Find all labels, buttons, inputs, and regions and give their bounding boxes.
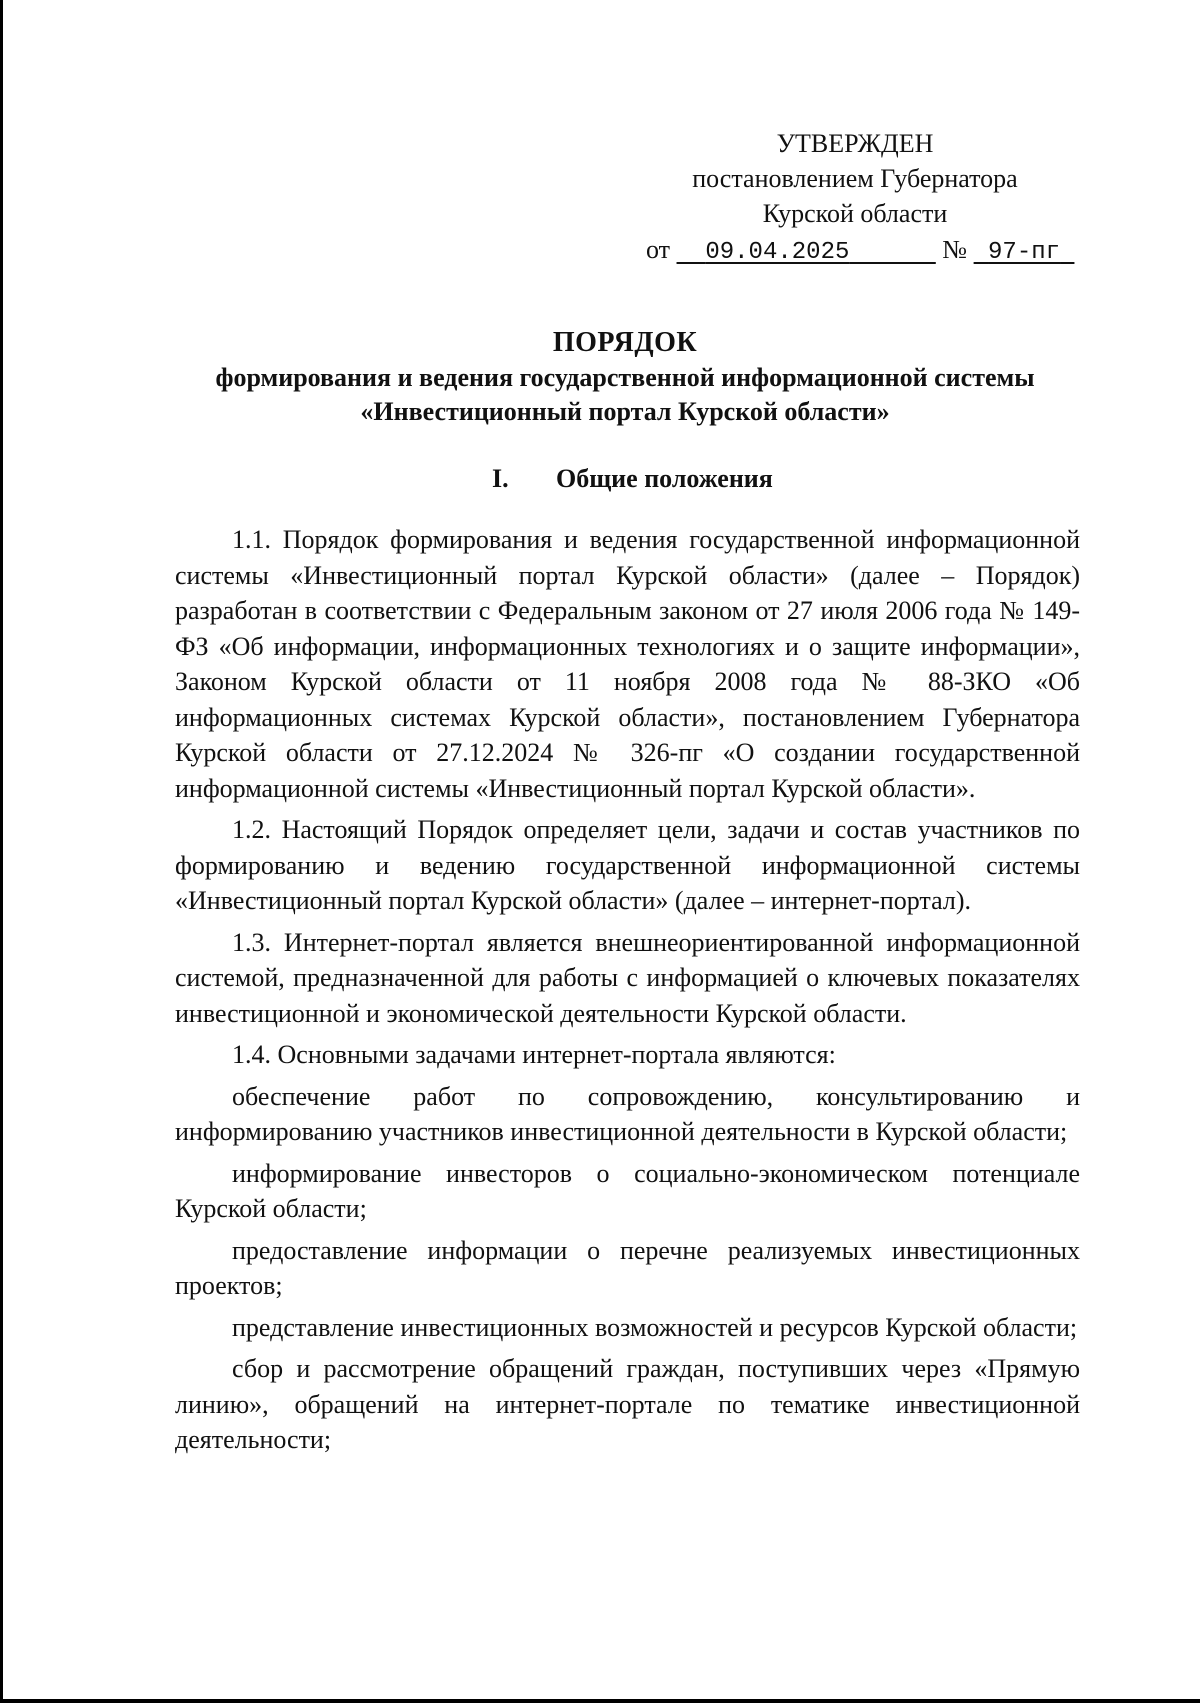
approval-region: Курской области — [762, 199, 948, 228]
document-title — [170, 325, 1080, 429]
title-main: ПОРЯДОК — [552, 327, 698, 358]
task-item: представление инвестиционных возможностей и ресурсов Курской области; — [232, 1312, 1078, 1342]
scan-edge-bottom — [0, 1699, 1200, 1703]
title-subtitle-line2: «Инвестиционный портал Курской области» — [360, 397, 890, 426]
paragraph-1-2: 1.2. Настоящий Порядок определяет цели, задачи и состав участников по формированию и ведению государственной информационной системы «Инвестиционный портал Курской области» (далее – интернет-портал). — [175, 815, 1080, 915]
approval-by-decree: постановлением Губернатора — [692, 164, 1018, 193]
paragraph-1-1: 1.1. Порядок формирования и ведения государственной информационной системы «Инвестиционный портал Курской области» (далее – Порядок) разработан в соответствии с Федеральным законом от 27 июля 2006 года № 149-ФЗ «Об информации, информационных технологиях и о защите информации», Законом Курской области от 11 ноября 2008 года № 88-ЗКО «Об информационных системах Курской области», постановлением Губернатора Курской области от 27.12.2024 № 326-пг «О создании государственной информационной системы «Инвестиционный портал Курской области». — [175, 525, 1080, 803]
approval-number — [974, 239, 1075, 266]
paragraph-1-4: 1.4. Основными задачами интернет-портала являются: — [232, 1040, 836, 1069]
task-item: сбор и рассмотрение обращений граждан, поступивших через «Прямую линию», обращений на интернет-портале по тематике инвестиционной деятельности; — [175, 1354, 1080, 1454]
task-item: информирование инвесторов о социально-экономическом потенциале Курской области; — [175, 1158, 1080, 1223]
approval-block — [620, 126, 1090, 231]
paragraph-1-3: 1.3. Интернет-портал является внешнеориентированной информационной системой, предназначенной для работы с информацией о ключевых показателях инвестиционной и экономической деятельности Курской области. — [175, 927, 1080, 1028]
approval-number-value: 97-пг — [988, 239, 1061, 266]
approval-number-label: № — [942, 235, 968, 264]
section-heading — [492, 461, 773, 497]
approval-date-value: 09.04.2025 — [705, 239, 850, 266]
approval-date-number — [646, 232, 1074, 270]
document-body — [175, 522, 1080, 1464]
section-number: I. — [492, 464, 509, 493]
title-subtitle-line1: формирования и ведения государственной информационной системы — [215, 363, 1035, 392]
approval-title: УТВЕРЖДЕН — [776, 129, 934, 158]
approval-date — [677, 239, 936, 266]
scan-edge-left — [0, 0, 3, 1703]
approval-from-label: от — [646, 235, 671, 264]
section-title: Общие положения — [556, 464, 773, 493]
task-item: предоставление информации о перечне реализуемых инвестиционных проектов; — [175, 1235, 1080, 1300]
task-item: обеспечение работ по сопровождению, консультированию и информированию участников инвестиционной деятельности в Курской области; — [175, 1081, 1080, 1146]
